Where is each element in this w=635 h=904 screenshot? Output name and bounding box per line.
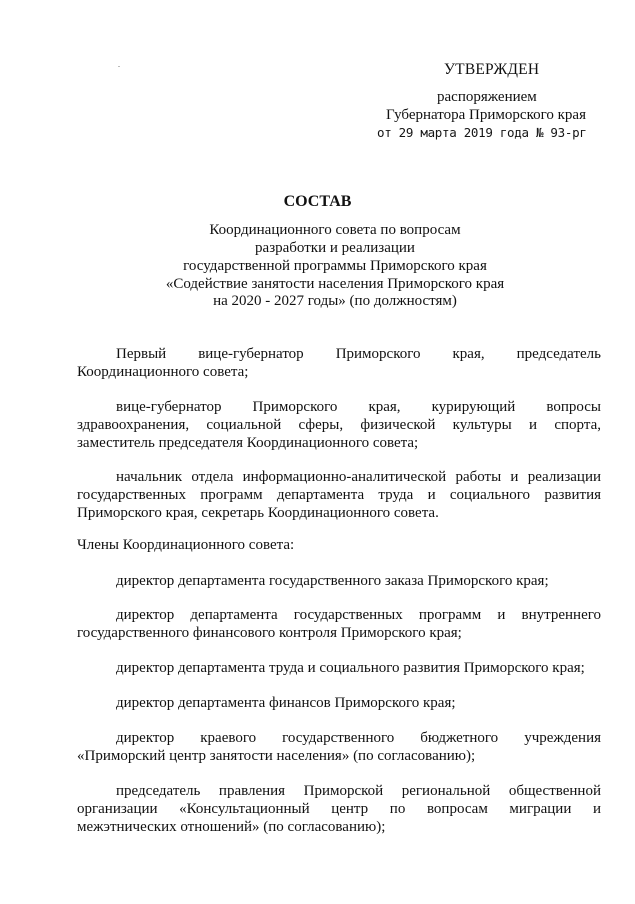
paragraph-line: государственного финансового контроля Приморского края; xyxy=(77,625,462,641)
list-item-chairman xyxy=(77,345,601,381)
page-title: СОСТАВ xyxy=(283,193,352,210)
paragraph-line: здравоохранения, социальной сферы, физической культуры и спорта, xyxy=(77,417,601,433)
paragraph-line: Приморского края, секретарь Координационного совета. xyxy=(77,505,439,521)
paragraph-line: государственных программ департамента труда и социального развития xyxy=(77,487,601,503)
subtitle-line: на 2020 - 2027 годы» (по должностям) xyxy=(213,293,457,309)
subtitle-line: Координационного совета по вопросам xyxy=(209,222,461,238)
approval-order-date-number: от 29 марта 2019 года № 93-рг xyxy=(377,125,587,140)
paragraph-line: вице-губернатор Приморского края, курирующий вопросы xyxy=(116,399,601,415)
paragraph-line: председатель правления Приморской региональной общественной xyxy=(116,783,601,799)
members-heading: Члены Координационного совета: xyxy=(77,537,295,553)
approval-stamp-title: УТВЕРЖДЕН xyxy=(444,61,540,78)
list-item-member xyxy=(77,694,601,712)
subtitle-line: «Содействие занятости населения Приморского края xyxy=(165,276,505,292)
paragraph-line: «Приморский центр занятости населения» (по согласованию); xyxy=(77,748,476,764)
subtitle-line: разработки и реализации xyxy=(255,240,415,256)
list-item-member xyxy=(77,572,601,590)
paragraph-line: заместитель председателя Координационного совета; xyxy=(77,435,419,451)
paragraph-line: Координационного совета; xyxy=(77,364,249,380)
list-item-deputy-chairman xyxy=(77,398,601,452)
scan-speck xyxy=(118,66,120,67)
approval-order-line: Губернатора Приморского края xyxy=(386,107,586,123)
paragraph-line: Первый вице-губернатор Приморского края, председатель xyxy=(116,346,601,362)
paragraph-line: директор краевого государственного бюджетного учреждения xyxy=(116,730,601,746)
paragraph-line: директор департамента труда и социального развития Приморского края; xyxy=(116,660,585,676)
list-item-member xyxy=(77,729,601,765)
paragraph-line: организации «Консультационный центр по вопросам миграции и xyxy=(77,801,601,817)
list-item-secretary xyxy=(77,468,601,522)
subtitle-line: государственной программы Приморского края xyxy=(183,258,487,274)
paragraph-line: директор департамента государственного заказа Приморского края; xyxy=(116,573,549,589)
list-item-member xyxy=(77,782,601,836)
approval-order-line: распоряжением xyxy=(437,89,537,105)
paragraph-line: директор департамента финансов Приморского края; xyxy=(116,695,456,711)
list-item-member xyxy=(77,659,601,677)
paragraph-line: начальник отдела информационно-аналитической работы и реализации xyxy=(116,469,601,485)
paragraph-line: межэтнических отношений» (по согласованию); xyxy=(77,819,386,835)
paragraph-line: директор департамента государственных программ и внутреннего xyxy=(116,607,601,623)
list-item-member xyxy=(77,606,601,642)
